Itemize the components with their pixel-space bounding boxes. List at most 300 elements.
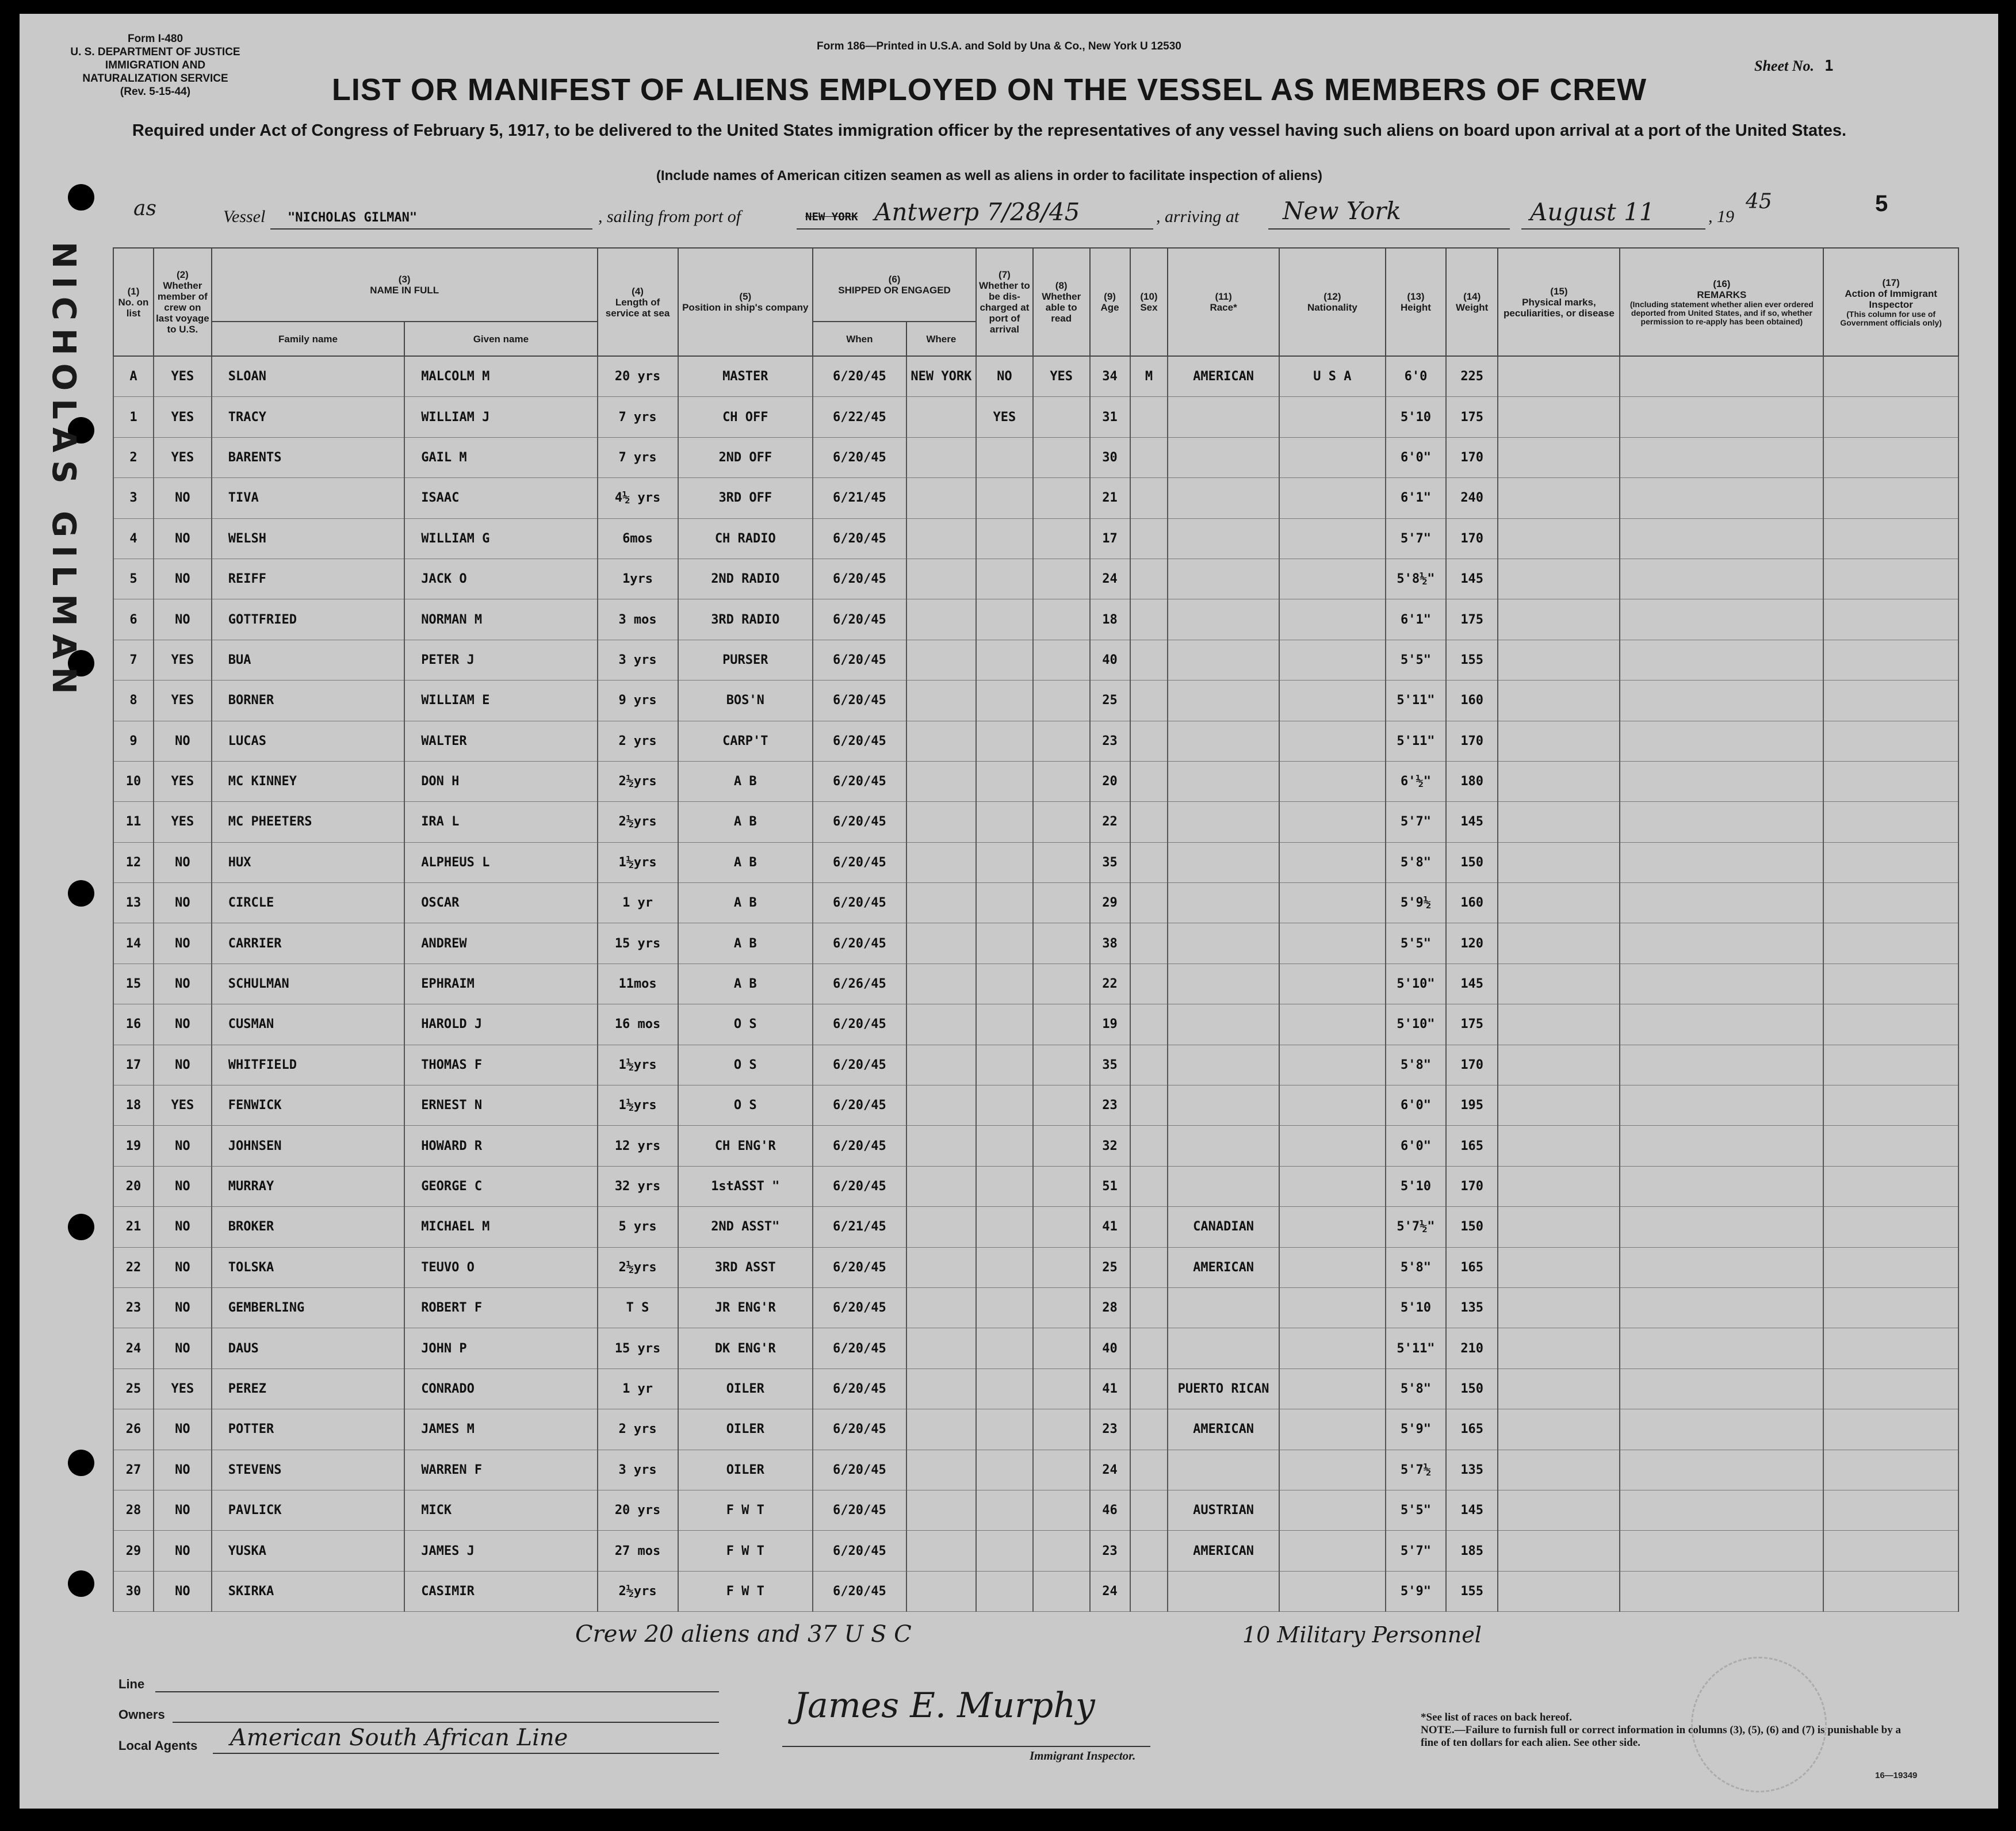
form-number: Form I-480 (127, 33, 183, 45)
col-when: When (813, 322, 906, 356)
cell-race (1168, 437, 1279, 477)
cell-service: 27 mos (598, 1531, 678, 1571)
subtitle: Required under Act of Congress of February 5, 1917, to be delivered to the United States immigration officer by the representatives of any vessel having such aliens on board upon arrival at a port of the United States. (132, 121, 1847, 140)
cell-marks (1498, 802, 1620, 842)
cell-sex (1130, 964, 1168, 1004)
cell-marks (1498, 599, 1620, 640)
cell-action (1823, 1004, 1958, 1045)
cell-prev: NO (154, 721, 212, 761)
owners-label: Owners (118, 1707, 165, 1722)
cell-remarks (1620, 1450, 1823, 1490)
cell-action (1823, 1531, 1958, 1571)
cell-race: PUERTO RICAN (1168, 1369, 1279, 1409)
service: IMMIGRATION AND NATURALIZATION SERVICE (82, 59, 228, 85)
col-marks: (15) Physical marks, peculiarities, or disease (1498, 248, 1620, 356)
cell-where (906, 1247, 976, 1287)
cell-no: 28 (113, 1490, 154, 1530)
crew-rows (113, 356, 1958, 1612)
cell-family: POTTER (212, 1409, 404, 1450)
cell-family: PAVLICK (212, 1490, 404, 1530)
cell-no: 19 (113, 1126, 154, 1166)
cell-race (1168, 1450, 1279, 1490)
cell-when: 6/20/45 (813, 518, 906, 559)
cell-when: 6/20/45 (813, 721, 906, 761)
cell-marks (1498, 1247, 1620, 1287)
col-prev-voyage: (2) Whether member of crew on last voyage to U.S. (154, 248, 212, 356)
table-row (113, 1490, 1958, 1530)
cell-marks (1498, 559, 1620, 599)
cell-service: 3 mos (598, 599, 678, 640)
cell-when: 6/20/45 (813, 1247, 906, 1287)
col-family-name: Family name (212, 322, 404, 356)
cell-when: 6/20/45 (813, 1004, 906, 1045)
col-action: (17) Action of Immigrant Inspector (This column for use of Government officials only) (1823, 248, 1958, 356)
cell-service: 11mos (598, 964, 678, 1004)
cell-nationality (1279, 1287, 1386, 1328)
cell-read (1033, 883, 1090, 923)
cell-nationality (1279, 1328, 1386, 1369)
cell-prev: NO (154, 559, 212, 599)
cell-family: SLOAN (212, 356, 404, 397)
cell-position: O S (678, 1004, 813, 1045)
cell-marks (1498, 356, 1620, 397)
cell-nationality (1279, 761, 1386, 801)
cell-position: CH ENG'R (678, 1126, 813, 1166)
cell-position: OILER (678, 1409, 813, 1450)
cell-where: NEW YORK (906, 356, 976, 397)
cell-race: AMERICAN (1168, 1531, 1279, 1571)
cell-read (1033, 1126, 1090, 1166)
printer-line: Form 186—Printed in U.S.A. and Sold by Una & Co., New York U 12530 (817, 40, 1181, 52)
cell-age: 22 (1090, 964, 1130, 1004)
cell-discharge (976, 1450, 1033, 1490)
cell-where (906, 1490, 976, 1530)
binder-hole (68, 184, 94, 211)
underline (1268, 228, 1510, 230)
cell-prev: NO (154, 1328, 212, 1369)
cell-position: A B (678, 923, 813, 964)
cell-action (1823, 437, 1958, 477)
cell-prev: NO (154, 1166, 212, 1206)
cell-no: 10 (113, 761, 154, 801)
cell-age: 18 (1090, 599, 1130, 640)
cell-prev: NO (154, 964, 212, 1004)
cell-no: 2 (113, 437, 154, 477)
cell-marks (1498, 1369, 1620, 1409)
cell-family: TIVA (212, 478, 404, 518)
cell-nationality (1279, 1247, 1386, 1287)
cell-race (1168, 559, 1279, 599)
table-row (113, 1004, 1958, 1045)
underline (173, 1722, 719, 1723)
cell-discharge (976, 1166, 1033, 1206)
cell-read (1033, 1207, 1090, 1247)
cell-marks (1498, 842, 1620, 882)
cell-sex (1130, 518, 1168, 559)
cell-position: F W T (678, 1571, 813, 1611)
cell-height: 5'8" (1386, 1247, 1446, 1287)
cell-discharge (976, 1045, 1033, 1085)
cell-weight: 170 (1446, 721, 1498, 761)
table-row (113, 923, 1958, 964)
cell-height: 5'9½ (1386, 883, 1446, 923)
page-title: LIST OR MANIFEST OF ALIENS EMPLOYED ON THE VESSEL AS MEMBERS OF CREW (331, 72, 1647, 107)
cell-given: NORMAN M (404, 599, 597, 640)
table-row (113, 559, 1958, 599)
cell-sex (1130, 1045, 1168, 1085)
cell-no: 6 (113, 599, 154, 640)
cell-read (1033, 1490, 1090, 1530)
cell-family: MC PHEETERS (212, 802, 404, 842)
cell-prev: NO (154, 518, 212, 559)
cell-given: WILLIAM G (404, 518, 597, 559)
cell-position: OILER (678, 1450, 813, 1490)
table-row (113, 1287, 1958, 1328)
cell-race (1168, 1126, 1279, 1166)
cell-age: 23 (1090, 1531, 1130, 1571)
ship-name-margin: NICHOLAS GILMAN (45, 242, 82, 702)
cell-read (1033, 1450, 1090, 1490)
cell-position: DK ENG'R (678, 1328, 813, 1369)
cell-position: A B (678, 964, 813, 1004)
cell-race (1168, 478, 1279, 518)
cell-read (1033, 478, 1090, 518)
cell-age: 24 (1090, 559, 1130, 599)
col-discharge: (7) Whether to be dis-charged at port of arrival (976, 248, 1033, 356)
cell-remarks (1620, 478, 1823, 518)
cell-when: 6/20/45 (813, 1126, 906, 1166)
cell-age: 17 (1090, 518, 1130, 559)
table-row (113, 1531, 1958, 1571)
cell-position: A B (678, 761, 813, 801)
cell-sex (1130, 640, 1168, 680)
cell-marks (1498, 1004, 1620, 1045)
cell-service: 1yrs (598, 559, 678, 599)
cell-age: 29 (1090, 883, 1130, 923)
cell-discharge (976, 478, 1033, 518)
col-sex: (10) Sex (1130, 248, 1168, 356)
cell-family: FENWICK (212, 1085, 404, 1126)
cell-sex (1130, 1490, 1168, 1530)
cell-weight: 135 (1446, 1287, 1498, 1328)
col-height: (13) Height (1386, 248, 1446, 356)
col-weight: (14) Weight (1446, 248, 1498, 356)
cell-prev: YES (154, 761, 212, 801)
cell-weight: 145 (1446, 1490, 1498, 1530)
cell-when: 6/20/45 (813, 1369, 906, 1409)
cell-weight: 135 (1446, 1450, 1498, 1490)
underline (155, 1691, 719, 1692)
year-hand: 45 (1746, 190, 1772, 213)
cell-action (1823, 761, 1958, 801)
cell-given: HAROLD J (404, 1004, 597, 1045)
table-row (113, 1328, 1958, 1369)
cell-remarks (1620, 640, 1823, 680)
cell-height: 5'7" (1386, 518, 1446, 559)
cell-age: 24 (1090, 1450, 1130, 1490)
underline (213, 1753, 719, 1754)
cell-nationality (1279, 599, 1386, 640)
cell-marks (1498, 1207, 1620, 1247)
underline (270, 228, 592, 230)
cell-read (1033, 559, 1090, 599)
cell-service: 9 yrs (598, 681, 678, 721)
vessel-name: "NICHOLAS GILMAN" (288, 211, 418, 225)
table-row (113, 1045, 1958, 1085)
cell-race (1168, 518, 1279, 559)
cell-family: CUSMAN (212, 1004, 404, 1045)
cell-weight: 145 (1446, 964, 1498, 1004)
cell-remarks (1620, 356, 1823, 397)
cell-weight: 145 (1446, 802, 1498, 842)
cell-nationality (1279, 923, 1386, 964)
cell-remarks (1620, 842, 1823, 882)
cell-weight: 155 (1446, 640, 1498, 680)
col-where: Where (906, 322, 976, 356)
cell-nationality: U S A (1279, 356, 1386, 397)
table-row (113, 1409, 1958, 1450)
cell-where (906, 437, 976, 477)
cell-height: 6'1" (1386, 599, 1446, 640)
cell-no: 26 (113, 1409, 154, 1450)
cell-sex (1130, 681, 1168, 721)
department: U. S. DEPARTMENT OF JUSTICE (70, 46, 240, 58)
cell-remarks (1620, 559, 1823, 599)
cell-when: 6/22/45 (813, 397, 906, 437)
cell-prev: NO (154, 1287, 212, 1328)
cell-position: PURSER (678, 640, 813, 680)
cell-age: 25 (1090, 681, 1130, 721)
cell-action (1823, 1207, 1958, 1247)
cell-discharge (976, 518, 1033, 559)
cell-nationality (1279, 802, 1386, 842)
table-row (113, 842, 1958, 882)
underline (782, 1746, 1150, 1747)
cell-remarks (1620, 1571, 1823, 1611)
table-row (113, 1207, 1958, 1247)
cell-race: AMERICAN (1168, 356, 1279, 397)
cell-read (1033, 964, 1090, 1004)
cell-read (1033, 599, 1090, 640)
cell-no: 7 (113, 640, 154, 680)
cell-remarks (1620, 1166, 1823, 1206)
cell-age: 41 (1090, 1207, 1130, 1247)
cell-family: CARRIER (212, 923, 404, 964)
cell-weight: 160 (1446, 681, 1498, 721)
table-row (113, 1085, 1958, 1126)
cell-prev: NO (154, 1450, 212, 1490)
cell-race (1168, 964, 1279, 1004)
cell-position: MASTER (678, 356, 813, 397)
cell-action (1823, 1571, 1958, 1611)
cell-service: 1½yrs (598, 1045, 678, 1085)
cell-height: 6'½" (1386, 761, 1446, 801)
crew-table (113, 247, 1959, 1612)
cell-age: 31 (1090, 397, 1130, 437)
cell-given: WILLIAM J (404, 397, 597, 437)
cell-where (906, 1287, 976, 1328)
cell-given: GAIL M (404, 437, 597, 477)
cell-position: A B (678, 883, 813, 923)
cell-given: ANDREW (404, 923, 597, 964)
cell-where (906, 1531, 976, 1571)
underline (797, 228, 1153, 230)
cell-sex (1130, 1207, 1168, 1247)
cell-service: 12 yrs (598, 1126, 678, 1166)
cell-read (1033, 1571, 1090, 1611)
inspector-label: Immigrant Inspector. (1030, 1749, 1136, 1763)
cell-remarks (1620, 681, 1823, 721)
cell-no: 22 (113, 1247, 154, 1287)
cell-marks (1498, 1450, 1620, 1490)
cell-given: CONRADO (404, 1369, 597, 1409)
cell-given: JAMES M (404, 1409, 597, 1450)
cell-discharge (976, 1328, 1033, 1369)
cell-family: BORNER (212, 681, 404, 721)
cell-race (1168, 1045, 1279, 1085)
cell-position: 2ND OFF (678, 437, 813, 477)
cell-family: SKIRKA (212, 1571, 404, 1611)
port-handwritten: Antwerp 7/28/45 (874, 198, 1080, 226)
cell-read (1033, 802, 1090, 842)
cell-read (1033, 397, 1090, 437)
col-no: (1) No. on list (113, 248, 154, 356)
cell-weight: 150 (1446, 842, 1498, 882)
cell-service: 2 yrs (598, 1409, 678, 1450)
cell-age: 22 (1090, 802, 1130, 842)
cell-weight: 210 (1446, 1328, 1498, 1369)
cell-where (906, 1409, 976, 1450)
cell-height: 5'8" (1386, 1369, 1446, 1409)
cell-sex (1130, 1004, 1168, 1045)
cell-sex (1130, 559, 1168, 599)
cell-weight: 175 (1446, 599, 1498, 640)
cell-height: 5'5" (1386, 923, 1446, 964)
cell-given: ALPHEUS L (404, 842, 597, 882)
cell-age: 34 (1090, 356, 1130, 397)
cell-when: 6/20/45 (813, 1450, 906, 1490)
cell-family: MURRAY (212, 1166, 404, 1206)
cell-remarks (1620, 964, 1823, 1004)
cell-sex (1130, 437, 1168, 477)
cell-marks (1498, 1531, 1620, 1571)
revision: (Rev. 5-15-44) (120, 86, 191, 98)
cell-position: OILER (678, 1369, 813, 1409)
cell-remarks (1620, 1004, 1823, 1045)
cell-position: BOS'N (678, 681, 813, 721)
cell-service: 6mos (598, 518, 678, 559)
penalty-note: NOTE.—Failure to furnish full or correct information in columns (3), (5), (6) and (7) is punishable by a fine of ten dollars for each alien. See other side. (1421, 1724, 1901, 1749)
cell-discharge (976, 1085, 1033, 1126)
sailing-label: , sailing from port of (598, 207, 741, 226)
cell-weight: 170 (1446, 437, 1498, 477)
cell-no: 1 (113, 397, 154, 437)
table-row (113, 1450, 1958, 1490)
cell-race: AUSTRIAN (1168, 1490, 1279, 1530)
cell-height: 5'11" (1386, 1328, 1446, 1369)
cell-action (1823, 559, 1958, 599)
cell-family: REIFF (212, 559, 404, 599)
cell-position: A B (678, 802, 813, 842)
cell-age: 24 (1090, 1571, 1130, 1611)
cell-where (906, 518, 976, 559)
cell-no: 30 (113, 1571, 154, 1611)
cell-height: 5'7" (1386, 1531, 1446, 1571)
cell-sex (1130, 1085, 1168, 1126)
cell-read (1033, 518, 1090, 559)
cell-discharge: YES (976, 397, 1033, 437)
cell-where (906, 1450, 976, 1490)
cell-discharge (976, 923, 1033, 964)
cell-read (1033, 1166, 1090, 1206)
cell-age: 21 (1090, 478, 1130, 518)
cell-position: F W T (678, 1531, 813, 1571)
cell-nationality (1279, 1207, 1386, 1247)
cell-prev: NO (154, 1126, 212, 1166)
cell-service: T S (598, 1287, 678, 1328)
table-row (113, 599, 1958, 640)
cell-family: PEREZ (212, 1369, 404, 1409)
cell-family: JOHNSEN (212, 1126, 404, 1166)
cell-when: 6/20/45 (813, 1490, 906, 1530)
cell-race (1168, 681, 1279, 721)
cell-where (906, 1369, 976, 1409)
cell-given: PETER J (404, 640, 597, 680)
cell-no: 20 (113, 1166, 154, 1206)
table-row (113, 518, 1958, 559)
cell-given: WALTER (404, 721, 597, 761)
cell-sex (1130, 1571, 1168, 1611)
cell-marks (1498, 1045, 1620, 1085)
cell-marks (1498, 1287, 1620, 1328)
cell-no: 27 (113, 1450, 154, 1490)
cell-when: 6/20/45 (813, 883, 906, 923)
cell-race (1168, 923, 1279, 964)
cell-race (1168, 1287, 1279, 1328)
cell-height: 6'0" (1386, 437, 1446, 477)
cell-discharge (976, 1287, 1033, 1328)
cell-remarks (1620, 1531, 1823, 1571)
cell-sex (1130, 1409, 1168, 1450)
binder-hole (68, 1450, 94, 1476)
cell-no: 15 (113, 964, 154, 1004)
cell-weight: 150 (1446, 1207, 1498, 1247)
cell-prev: YES (154, 397, 212, 437)
cell-given: EPHRAIM (404, 964, 597, 1004)
cell-height: 6'1" (1386, 478, 1446, 518)
col-name: (3) NAME IN FULL (212, 248, 598, 322)
cell-action (1823, 721, 1958, 761)
cell-prev: YES (154, 1085, 212, 1126)
cell-age: 23 (1090, 1085, 1130, 1126)
cell-prev: YES (154, 437, 212, 477)
cell-action (1823, 1247, 1958, 1287)
cell-family: GEMBERLING (212, 1287, 404, 1328)
col-service: (4) Length of service at sea (598, 248, 678, 356)
cell-nationality (1279, 1004, 1386, 1045)
binder-hole (68, 1570, 94, 1597)
cell-remarks (1620, 802, 1823, 842)
table-row (113, 761, 1958, 801)
cell-remarks (1620, 1207, 1823, 1247)
cell-discharge (976, 599, 1033, 640)
line-label: Line (118, 1677, 145, 1691)
cell-position: 2ND ASST" (678, 1207, 813, 1247)
cell-when: 6/20/45 (813, 1571, 906, 1611)
races-note: *See list of races on back hereof. (1421, 1711, 1572, 1723)
cell-service: 16 mos (598, 1004, 678, 1045)
cell-given: MALCOLM M (404, 356, 597, 397)
